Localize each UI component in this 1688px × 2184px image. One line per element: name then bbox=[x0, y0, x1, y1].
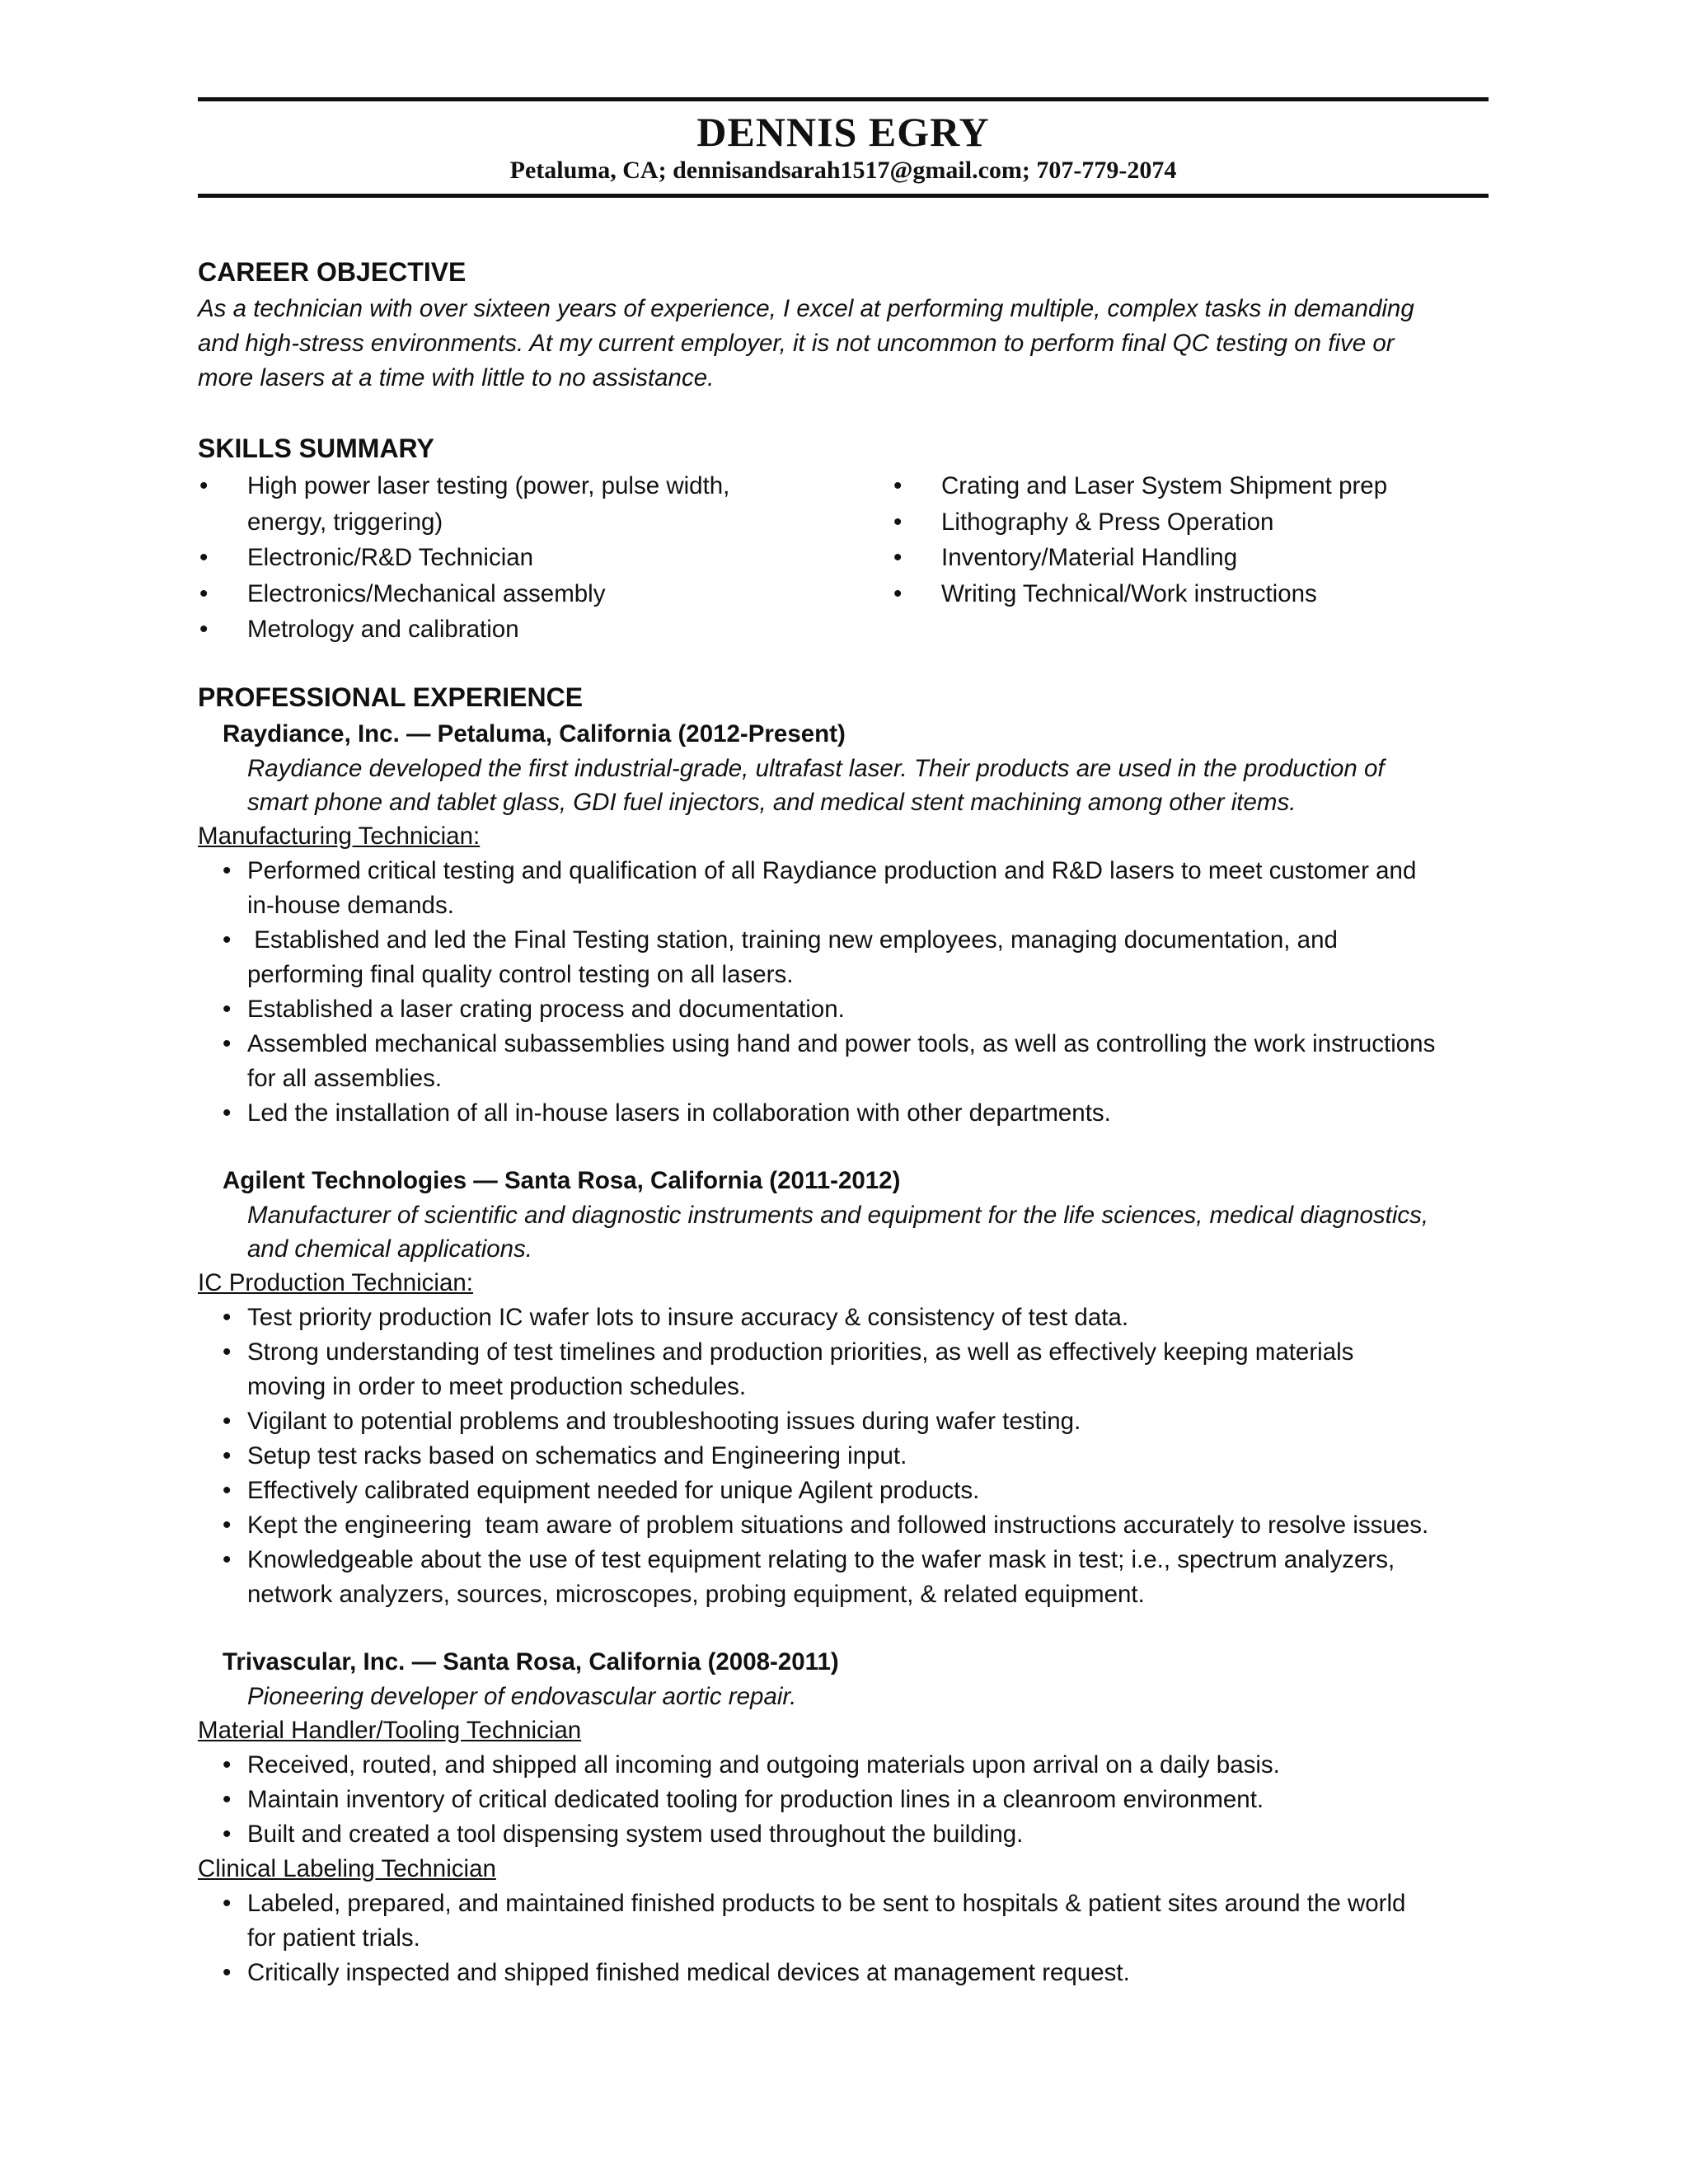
list-item: • Strong understanding of test timelines and production priorities, as well as effectively keeping materials moving in order to meet production schedules. bbox=[198, 1335, 1489, 1404]
bullet-icon: • bbox=[223, 1476, 232, 1504]
bullet-icon: • bbox=[199, 544, 209, 571]
list-item: • Assembled mechanical subassemblies using hand and power tools, as well as controlling the work instructions for all assemblies. bbox=[198, 1027, 1489, 1096]
skill-item: • Electronics/Mechanical assembly bbox=[198, 576, 892, 612]
bullet-icon: • bbox=[223, 926, 232, 954]
list-item: • Setup test racks based on schematics and Engineering input. bbox=[198, 1439, 1489, 1474]
bullet-icon: • bbox=[199, 616, 209, 643]
list-item: • Built and created a tool dispensing system used throughout the building. bbox=[198, 1817, 1489, 1852]
bullet-icon: • bbox=[223, 1029, 232, 1057]
skills-list-right bbox=[892, 468, 1489, 648]
list-item: • Established a laser crating process and documentation. bbox=[198, 992, 1489, 1027]
role-title: Clinical Labeling Technician bbox=[198, 1854, 496, 1882]
bullet-icon: • bbox=[223, 1820, 232, 1848]
list-item: • Maintain inventory of critical dedicated tooling for production lines in a cleanroom environment. bbox=[198, 1783, 1489, 1817]
bullet-icon: • bbox=[893, 544, 903, 571]
list-item: • Vigilant to potential problems and troubleshooting issues during wafer testing. bbox=[198, 1404, 1489, 1439]
skill-item: • High power laser testing (power, pulse width, energy, triggering) bbox=[198, 468, 892, 540]
objective-line: more lasers at a time with little to no assistance. bbox=[198, 364, 715, 391]
list-item: • Labeled, prepared, and maintained finished products to be sent to hospitals & patient sites around the world for patient trials. bbox=[198, 1886, 1489, 1956]
objective-line: As a technician with over sixteen years of experience, I excel at performing multiple, complex tasks in demanding bbox=[198, 295, 1414, 322]
list-item: • Knowledgeable about the use of test equipment relating to the wafer mask in test; i.e., spectrum analyzers, network analyzers, sources, microscopes, probing equipment, & related equipment. bbox=[198, 1543, 1489, 1612]
company-description: Manufacturer of scientific and diagnostic instruments and equipment for the life sciences, medical diagnostics, and chemical applications. bbox=[247, 1201, 1429, 1263]
bullet-icon: • bbox=[199, 472, 209, 499]
role-title: Manufacturing Technician: bbox=[198, 822, 481, 850]
role-title: IC Production Technician: bbox=[198, 1268, 473, 1296]
list-item: • Performed critical testing and qualification of all Raydiance production and R&D lasers to meet customer and in-house demands. bbox=[198, 854, 1489, 923]
responsibility-list bbox=[198, 1301, 1489, 1612]
list-item: • Test priority production IC wafer lots to insure accuracy & consistency of test data. bbox=[198, 1301, 1489, 1335]
bullet-icon: • bbox=[893, 508, 903, 536]
career-objective-section bbox=[198, 255, 1489, 396]
bullet-icon: • bbox=[199, 579, 209, 607]
list-item: • Received, routed, and shipped all incoming and outgoing materials upon arrival on a daily basis. bbox=[198, 1748, 1489, 1783]
job-entry bbox=[198, 1645, 1489, 1990]
skills-summary-section bbox=[198, 432, 1489, 648]
bullet-icon: • bbox=[223, 995, 232, 1023]
skills-columns bbox=[198, 468, 1489, 648]
responsibility-list bbox=[198, 1748, 1489, 1852]
bullet-icon: • bbox=[893, 579, 903, 607]
company-heading: Trivascular, Inc. — Santa Rosa, California (2008-2011) bbox=[223, 1647, 839, 1675]
company-description: Pioneering developer of endovascular aortic repair. bbox=[247, 1682, 797, 1710]
objective-text bbox=[198, 292, 1489, 396]
skill-item: • Lithography & Press Operation bbox=[892, 504, 1489, 541]
top-rule bbox=[198, 97, 1489, 101]
skills-list-left bbox=[198, 468, 892, 648]
role-title: Material Handler/Tooling Technician bbox=[198, 1716, 582, 1744]
section-title: CAREER OBJECTIVE bbox=[198, 257, 467, 287]
skill-item: • Metrology and calibration bbox=[198, 612, 892, 648]
bullet-icon: • bbox=[223, 1889, 232, 1917]
bullet-icon: • bbox=[223, 1511, 232, 1539]
candidate-name: DENNIS EGRY bbox=[696, 109, 990, 155]
skill-item: • Inventory/Material Handling bbox=[892, 540, 1489, 576]
job-entry bbox=[198, 1164, 1489, 1612]
bullet-icon: • bbox=[223, 1785, 232, 1813]
bullet-icon: • bbox=[223, 856, 232, 884]
objective-line: and high-stress environments. At my current employer, it is not uncommon to perform final QC testing on five or bbox=[198, 330, 1395, 357]
bullet-icon: • bbox=[223, 1303, 232, 1331]
bullet-icon: • bbox=[223, 1958, 232, 1986]
section-title: PROFESSIONAL EXPERIENCE bbox=[198, 682, 584, 712]
section-title: SKILLS SUMMARY bbox=[198, 434, 434, 463]
bullet-icon: • bbox=[223, 1099, 232, 1127]
list-item: • Led the installation of all in-house lasers in collaboration with other departments. bbox=[198, 1096, 1489, 1131]
professional-experience-section bbox=[198, 681, 1489, 1990]
skill-item: • Writing Technical/Work instructions bbox=[892, 576, 1489, 612]
job-entry bbox=[198, 717, 1489, 1131]
bullet-icon: • bbox=[223, 1545, 232, 1573]
bullet-icon: • bbox=[893, 472, 903, 499]
responsibility-list bbox=[198, 854, 1489, 1131]
resume-page bbox=[198, 97, 1489, 1990]
contact-info: Petaluma, CA; dennisandsarah1517@gmail.com; 707-779-2074 bbox=[509, 157, 1177, 184]
list-item: • Effectively calibrated equipment needed for unique Agilent products. bbox=[198, 1474, 1489, 1508]
list-item: • Established and led the Final Testing station, training new employees, managing documentation, and performing final quality control testing on all lasers. bbox=[198, 923, 1489, 992]
company-heading: Agilent Technologies — Santa Rosa, California (2011-2012) bbox=[223, 1166, 901, 1194]
list-item: • Kept the engineering team aware of problem situations and followed instructions accurately to resolve issues. bbox=[198, 1508, 1489, 1543]
list-item: • Critically inspected and shipped finished medical devices at management request. bbox=[198, 1956, 1489, 1990]
bullet-icon: • bbox=[223, 1750, 232, 1779]
bullet-icon: • bbox=[223, 1407, 232, 1435]
bullet-icon: • bbox=[223, 1441, 232, 1469]
responsibility-list bbox=[198, 1886, 1489, 1990]
skill-item: • Crating and Laser System Shipment prep bbox=[892, 468, 1489, 504]
skill-item: • Electronic/R&D Technician bbox=[198, 540, 892, 576]
company-description: Raydiance developed the first industrial-grade, ultrafast laser. Their products are used in the production of smart phone and tablet glass, GDI fuel injectors, and medical stent machining among other items. bbox=[247, 754, 1385, 816]
bullet-icon: • bbox=[223, 1338, 232, 1366]
company-heading: Raydiance, Inc. — Petaluma, California (2012-Present) bbox=[223, 719, 846, 748]
